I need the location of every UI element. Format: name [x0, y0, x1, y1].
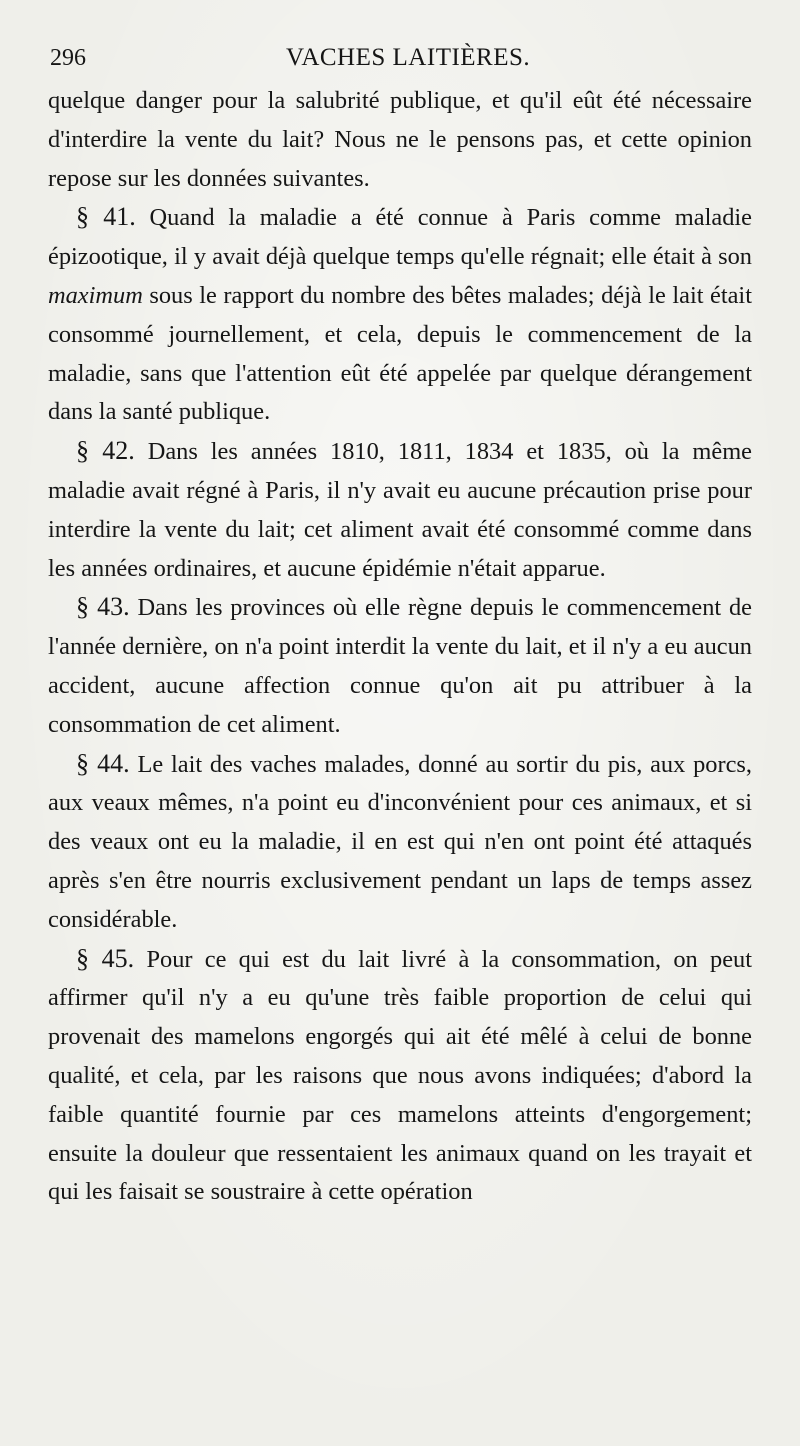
paragraph-text: Quand la maladie a été connue à Paris comme maladie épizootique, il y avait déjà quelque temps qu'elle régnait; elle était à son [48, 204, 752, 271]
paragraph-section-45 [48, 940, 752, 1213]
paragraph-text: Pour ce qui est du lait livré à la consommation, on peut affirmer qu'il n'y a eu qu'une très faible proportion de celui qui provenait des mamelons engorgés qui ait été mêlé à celui de bonne qualité, et cela, par les raisons que nous avons indiquées; d'abord la faible quantité fournie par ces mamelons atteints d'engorgement; ensuite la douleur que ressentaient les animaux quand on les trayait et qui les faisait se soustraire à cette opération [48, 945, 753, 1206]
section-mark: § 43. [76, 592, 130, 622]
section-mark: § 44. [76, 748, 130, 778]
paragraph-text: Le lait des vaches malades, donné au sortir du pis, aux porcs, aux veaux mêmes, n'a point eu d'inconvénient pour ces animaux, et si des veaux ont eu la maladie, il en est qui n'en ont point été attaqués après s'en être nourris exclusivement pendant un laps de temps assez considérable. [48, 750, 752, 933]
body-text [48, 82, 752, 1212]
section-mark: § 42. [76, 436, 135, 466]
section-mark: § 45. [76, 943, 135, 973]
paragraph-text: quelque danger pour la salubrité publique, et qu'il eût été nécessaire d'interdire la vente du lait? Nous ne le pensons pas, et cette opinion repose sur les données suivantes. [48, 87, 752, 192]
paragraph-section-41 [48, 198, 752, 432]
page-number: 296 [50, 45, 86, 71]
paragraph-text: Dans les provinces où elle règne depuis le commencement de l'année dernière, on n'a point interdit la vente du lait, et il n'y a eu aucun accident, aucune affection connue qu'on ait pu attribuer à la consommation de cet aliment. [48, 594, 752, 738]
paragraph-continuation [48, 82, 752, 198]
italic-term: maximum [48, 281, 143, 309]
paragraph-text: Dans les années 1810, 1811, 1834 et 1835, où la même maladie avait régné à Paris, il n'y avait eu aucune précaution prise pour interdire la vente du lait; cet aliment avait été consommé comme dans les années ordinaires, et aucune épidémie n'était apparue. [48, 438, 752, 582]
paragraph-section-42 [48, 432, 752, 588]
running-head: VACHES LAITIÈRES. [286, 44, 531, 71]
page-header [50, 40, 750, 76]
paragraph-text: sous le rapport du nombre des bêtes malades; déjà le lait était consommé journellement, et cela, depuis le commencement de la maladie, sans que l'attention eût été appelée par quelque dérangement dans la santé publique. [48, 281, 752, 426]
section-mark: § 41. [76, 202, 136, 232]
paragraph-section-44 [48, 745, 752, 940]
paragraph-section-43 [48, 588, 752, 744]
